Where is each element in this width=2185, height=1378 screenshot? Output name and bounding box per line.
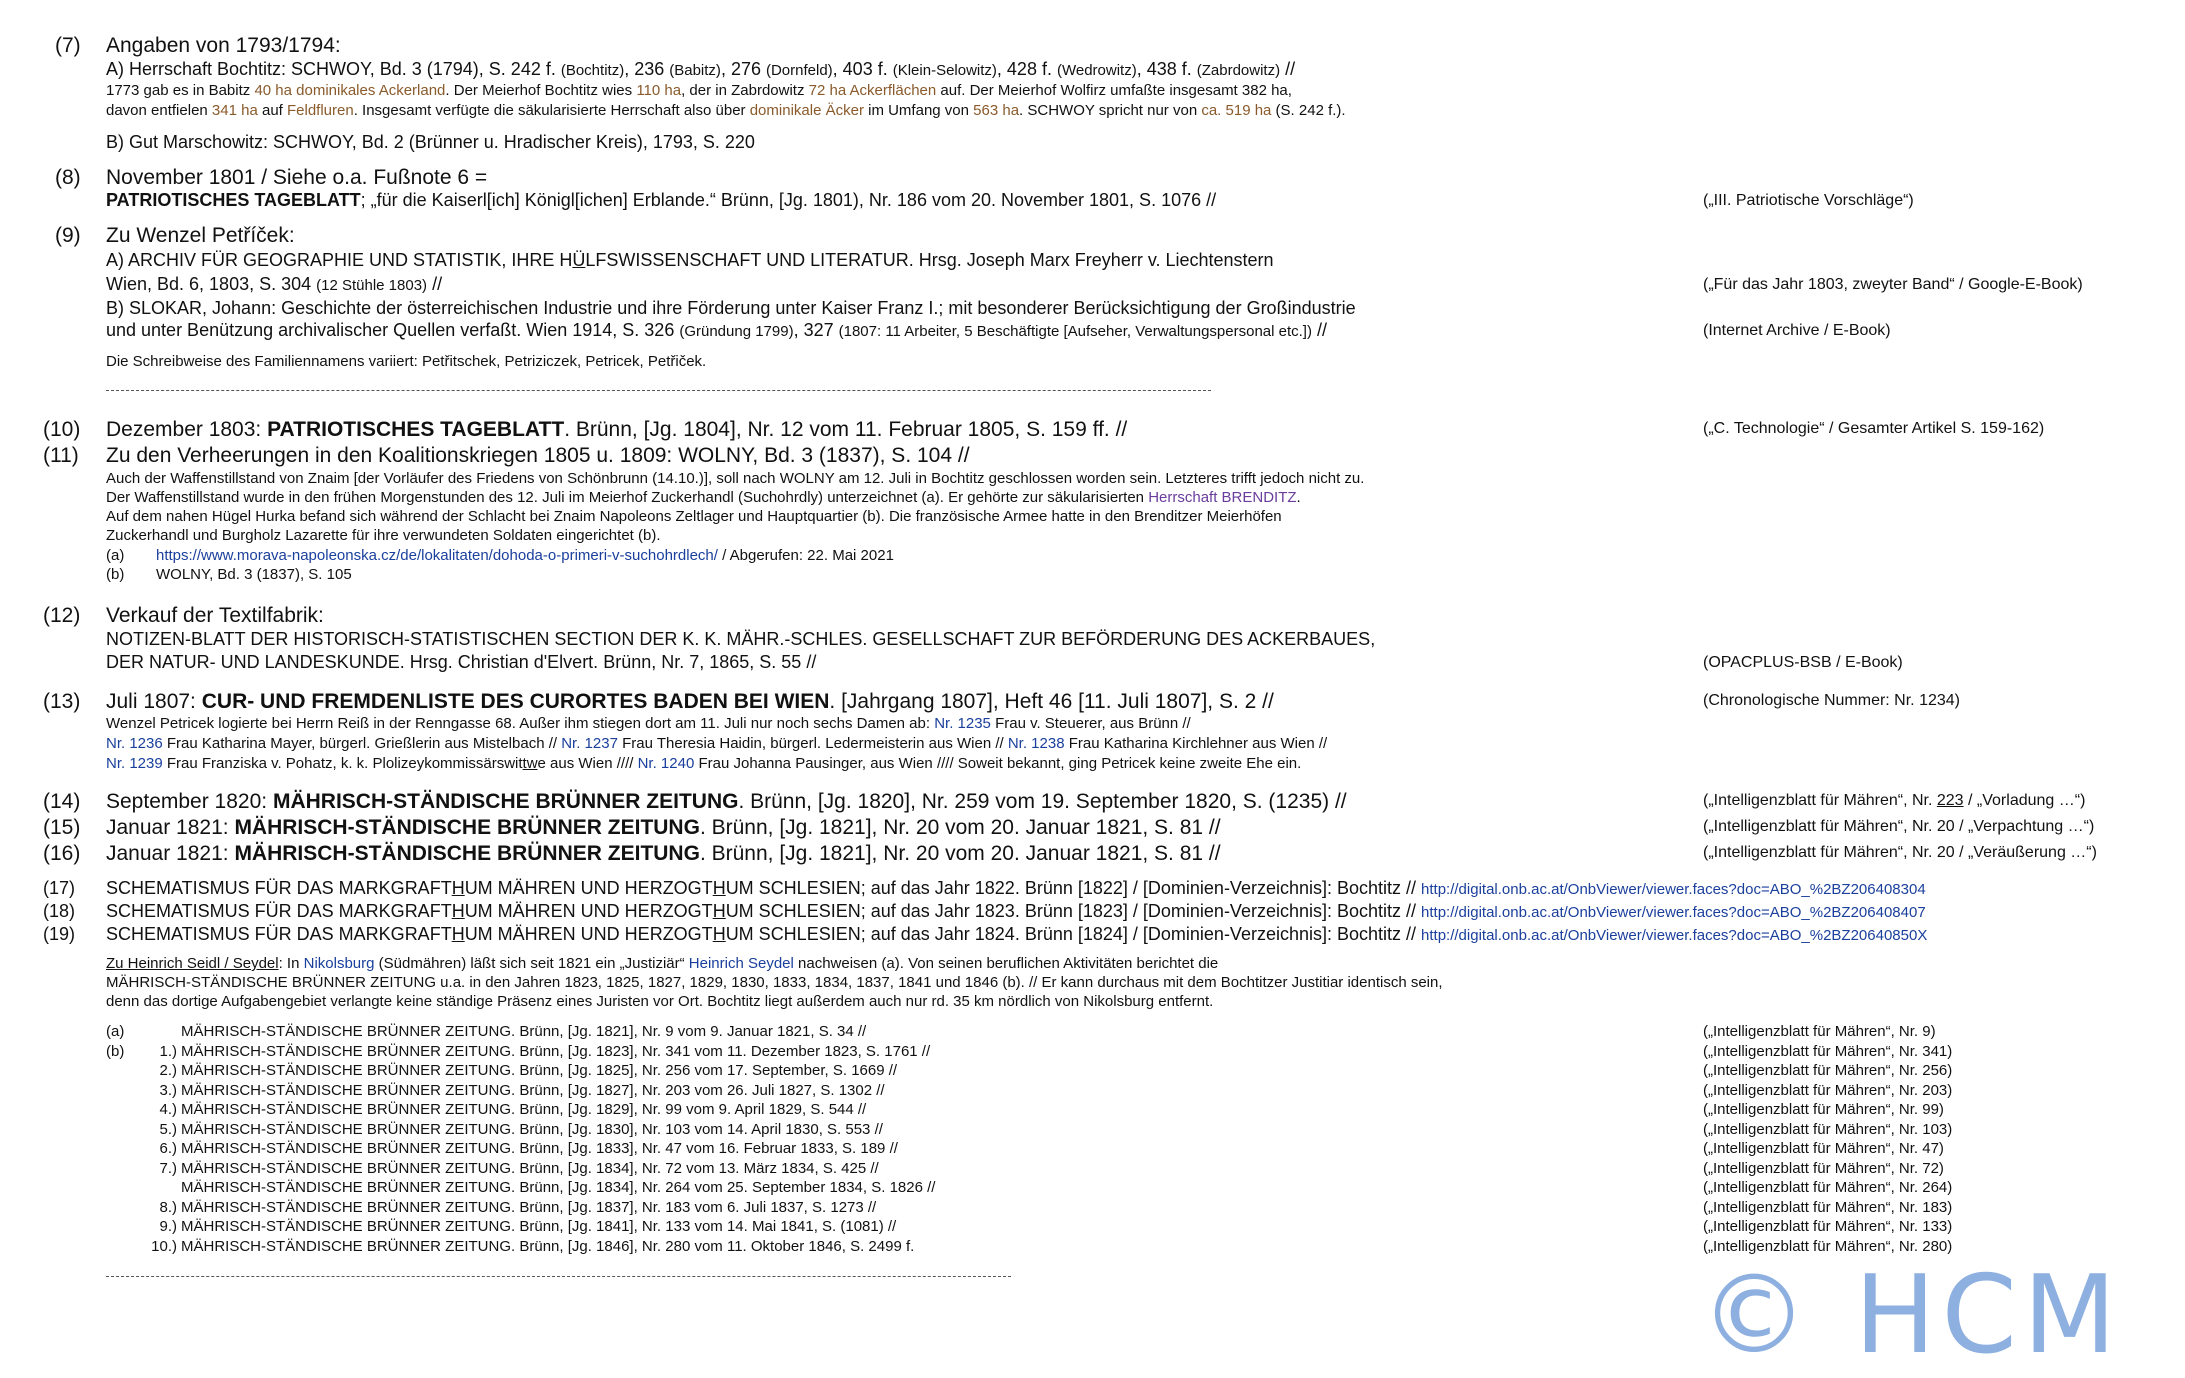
- ref-line: MÄHRISCH-STÄNDISCHE BRÜNNER ZEITUNG. Brünn, [Jg. 1825], Nr. 256 vom 17. September, S. 1669 //: [181, 1062, 898, 1079]
- source-annotation: („Intelligenzblatt für Mähren“, Nr. 256): [1703, 1062, 1953, 1079]
- heinrich-seydel-link[interactable]: Heinrich Seydel: [688, 955, 794, 972]
- source-annotation: („Intelligenzblatt für Mähren“, Nr. 183): [1703, 1199, 1953, 1216]
- ref-label: (a): [106, 1023, 125, 1040]
- ref-index: 1.): [159, 1043, 177, 1060]
- footnote-heading: Zu Wenzel Petříček:: [106, 224, 295, 247]
- ref-index: 10.): [151, 1238, 177, 1255]
- source-annotation: („Für das Jahr 1803, zweyter Band“ / Google-E-Book): [1703, 276, 2083, 293]
- note-line: Der Waffenstillstand wurde in den frühen Morgenstunden des 12. Juli im Meierhof Zuckerhandl (Suchohrdly) unterzeichnet (a). Er gehörte zur säkularisierten Herrschaft BRENDITZ.: [106, 489, 1301, 506]
- source-annotation: („Intelligenzblatt für Mähren“, Nr. 280): [1703, 1238, 1953, 1255]
- ref-line: MÄHRISCH-STÄNDISCHE BRÜNNER ZEITUNG. Brünn, [Jg. 1830], Nr. 103 vom 14. April 1830, S. 553 //: [181, 1121, 883, 1138]
- ref-index: 6.): [159, 1140, 177, 1157]
- ref-line: WOLNY, Bd. 3 (1837), S. 105: [156, 566, 352, 583]
- note-line: Nr. 1239 Frau Franziska v. Pohatz, k. k. Plolizeykommissärswittwe aus Wien //// Nr. 1240 Frau Johanna Pausinger, aus Wien //// Soweit bekannt, ging Petricek keine zweite Ehe ein.: [106, 755, 1302, 772]
- footnote-number: (13): [43, 690, 81, 713]
- source-annotation: („Intelligenzblatt für Mähren“, Nr. 133): [1703, 1218, 1953, 1235]
- footnote-number: (7): [55, 34, 81, 57]
- source-line: B) Gut Marschowitz: SCHWOY, Bd. 2 (Brünner u. Hradischer Kreis), 1793, S. 220: [106, 132, 755, 152]
- note-line: denn das dortige Aufgabengebiet verlangte keine ständige Präsenz eines Juristen vor Ort. Bochtitz liegt außerdem auch nur rd. 35 km nördlich von Nikolsburg entfernt.: [106, 993, 1214, 1010]
- source-line: SCHEMATISMUS FÜR DAS MARKGRAFTHUM MÄHREN UND HERZOGTHUM SCHLESIEN; auf das Jahr 1823. Brünn [1823] / [Dominien-Verzeichnis]: Bochtitz // http://digital.onb.ac.at/OnbViewer/viewer.faces?doc=ABO_%2BZ206408407: [106, 901, 1926, 921]
- source-line: B) SLOKAR, Johann: Geschichte der österreichischen Industrie und ihre Förderung unter Kaiser Franz I.; mit besonderer Berücksichtigung der Großindustrie: [106, 298, 1356, 318]
- ref-line: MÄHRISCH-STÄNDISCHE BRÜNNER ZEITUNG. Brünn, [Jg. 1823], Nr. 341 vom 11. Dezember 1823, S. 1761 //: [181, 1043, 931, 1060]
- source-annotation: („Intelligenzblatt für Mähren“, Nr. 9): [1703, 1023, 1936, 1040]
- footnote-heading: September 1820: MÄHRISCH-STÄNDISCHE BRÜNNER ZEITUNG. Brünn, [Jg. 1820], Nr. 259 vom 19. September 1820, S. (1235) //: [106, 790, 1347, 813]
- source-line: und unter Benützung archivalischer Quellen verfaßt. Wien 1914, S. 326 (Gründung 1799), 327 (1807: 11 Arbeiter, 5 Beschäftigte [Aufseher, Verwaltungspersonal etc.]) //: [106, 320, 1327, 340]
- source-line: SCHEMATISMUS FÜR DAS MARKGRAFTHUM MÄHREN UND HERZOGTHUM SCHLESIEN; auf das Jahr 1824. Brünn [1824] / [Dominien-Verzeichnis]: Bochtitz // http://digital.onb.ac.at/OnbViewer/viewer.faces?doc=ABO_%2BZ20640850X: [106, 924, 1928, 944]
- footnote-number: (9): [55, 224, 81, 247]
- source-annotation: („Intelligenzblatt für Mähren“, Nr. 264): [1703, 1179, 1953, 1196]
- source-annotation: („C. Technologie“ / Gesamter Artikel S. 159-162): [1703, 420, 2045, 437]
- ref-line: MÄHRISCH-STÄNDISCHE BRÜNNER ZEITUNG. Brünn, [Jg. 1846], Nr. 280 vom 11. Oktober 1846, S. 2499 f.: [181, 1238, 915, 1255]
- ref-line: MÄHRISCH-STÄNDISCHE BRÜNNER ZEITUNG. Brünn, [Jg. 1837], Nr. 183 vom 6. Juli 1837, S. 1273 //: [181, 1199, 877, 1216]
- note-line: MÄHRISCH-STÄNDISCHE BRÜNNER ZEITUNG u.a. in den Jahren 1823, 1825, 1827, 1829, 1830, 1833, 1834, 1837, 1841 und 1846 (b). // Er kann durchaus mit dem Bochtitzer Justitiar identisch sein,: [106, 974, 1443, 991]
- footnote-number: (15): [43, 816, 81, 839]
- footnote-number: (11): [43, 444, 79, 467]
- note-line: 1773 gab es in Babitz 40 ha dominikales Ackerland. Der Meierhof Bochtitz wies 110 ha, der in Zabrdowitz 72 ha Ackerflächen auf. Der Meierhof Wolfirz umfaßte insgesamt 382 ha,: [106, 82, 1292, 99]
- ref-index: 8.): [159, 1199, 177, 1216]
- note-line: Zuckerhandl und Burgholz Lazarette für ihre verwundeten Soldaten eingerichtet (b).: [106, 527, 661, 544]
- footnote-heading: Verkauf der Textilfabrik:: [106, 604, 324, 627]
- source-annotation: („Intelligenzblatt für Mähren“, Nr. 203): [1703, 1082, 1953, 1099]
- source-annotation: („Intelligenzblatt für Mähren“, Nr. 99): [1703, 1101, 1944, 1118]
- ref-line: MÄHRISCH-STÄNDISCHE BRÜNNER ZEITUNG. Brünn, [Jg. 1833], Nr. 47 vom 16. Februar 1833, S. 189 //: [181, 1140, 898, 1157]
- onb-viewer-link[interactable]: http://digital.onb.ac.at/OnbViewer/viewer.faces?doc=ABO_%2BZ20640850X: [1421, 927, 1928, 944]
- note-line: Auf dem nahen Hügel Hurka befand sich während der Schlacht bei Znaim Napoleons Zeltlager und Hauptquartier (b). Die französische Armee hatte in den Brenditzer Meierhöfen: [106, 508, 1282, 525]
- source-annotation: (Internet Archive / E-Book): [1703, 322, 1891, 339]
- source-annotation: („III. Patriotische Vorschläge“): [1703, 192, 1914, 209]
- footnote-number: (18): [43, 901, 76, 921]
- ref-index: 7.): [159, 1160, 177, 1177]
- ref-line: https://www.morava-napoleonska.cz/de/lokalitaten/dohoda-o-primeri-v-suchohrdlech/ / Abgerufen: 22. Mai 2021: [156, 547, 894, 564]
- footnote-number: (19): [43, 924, 76, 944]
- note-line: Auch der Waffenstillstand von Znaim [der Vorläufer des Friedens von Schönbrunn (14.10.)], soll nach WOLNY am 12. Juli in Bochtitz geschlossen worden sein. Letzteres trifft jedoch nicht zu.: [106, 470, 1365, 487]
- source-annotation: („Intelligenzblatt für Mähren“, Nr. 341): [1703, 1043, 1953, 1060]
- ref-index: 5.): [159, 1121, 177, 1138]
- footnote-number: (14): [43, 790, 81, 813]
- footnote-heading: Januar 1821: MÄHRISCH-STÄNDISCHE BRÜNNER ZEITUNG. Brünn, [Jg. 1821], Nr. 20 vom 20. Januar 1821, S. 81 //: [106, 816, 1221, 839]
- ref-index: 3.): [159, 1082, 177, 1099]
- note-line: Nr. 1236 Frau Katharina Mayer, bürgerl. Grießlerin aus Mistelbach // Nr. 1237 Frau Theresia Haidin, bürgerl. Ledermeisterin aus Wien // Nr. 1238 Frau Katharina Kirchlehner aus Wien //: [106, 735, 1328, 752]
- footnote-heading: Angaben von 1793/1794:: [106, 34, 341, 57]
- ref-line: MÄHRISCH-STÄNDISCHE BRÜNNER ZEITUNG. Brünn, [Jg. 1841], Nr. 133 vom 14. Mai 1841, S. (1081) //: [181, 1218, 897, 1235]
- source-line: NOTIZEN-BLATT DER HISTORISCH-STATISTISCHEN SECTION DER K. K. MÄHR.-SCHLES. GESELLSCHAFT ZUR BEFÖRDERUNG DES ACKERBAUES,: [106, 629, 1376, 649]
- note-line: Wenzel Petricek logierte bei Herrn Reiß in der Renngasse 68. Außer ihm stiegen dort am 11. Juli nur noch sechs Damen ab: Nr. 1235 Frau v. Steuerer, aus Brünn //: [106, 715, 1191, 732]
- footnote-heading: Januar 1821: MÄHRISCH-STÄNDISCHE BRÜNNER ZEITUNG. Brünn, [Jg. 1821], Nr. 20 vom 20. Januar 1821, S. 81 //: [106, 842, 1221, 865]
- source-annotation: (OPACPLUS-BSB / E-Book): [1703, 654, 1903, 671]
- ref-line: MÄHRISCH-STÄNDISCHE BRÜNNER ZEITUNG. Brünn, [Jg. 1834], Nr. 72 vom 13. März 1834, S. 425 //: [181, 1160, 879, 1177]
- source-annotation: („Intelligenzblatt für Mähren“, Nr. 223 / „Vorladung …“): [1703, 792, 2086, 809]
- footnote-number: (10): [43, 418, 81, 441]
- ref-line: MÄHRISCH-STÄNDISCHE BRÜNNER ZEITUNG. Brünn, [Jg. 1827], Nr. 203 vom 26. Juli 1827, S. 1302 //: [181, 1082, 885, 1099]
- note-line: Zu Heinrich Seidl / Seydel: In Nikolsburg (Südmähren) läßt sich seit 1821 ein „Justiziär“ Heinrich Seydel nachweisen (a). Von seinen beruflichen Aktivitäten berichtet die: [106, 955, 1219, 972]
- source-line: PATRIOTISCHES TAGEBLATT; „für die Kaiserl[ich] Königl[ichen] Erblande.“ Brünn, [Jg. 1801), Nr. 186 vom 20. November 1801, S. 1076 //: [106, 190, 1217, 210]
- ref-index: 2.): [159, 1062, 177, 1079]
- footnote-number: (17): [43, 878, 76, 898]
- napoleon-web-link[interactable]: https://www.morava-napoleonska.cz/de/lokalitaten/dohoda-o-primeri-v-suchohrdlech/: [156, 547, 718, 564]
- source-annotation: („Intelligenzblatt für Mähren“, Nr. 103): [1703, 1121, 1953, 1138]
- source-annotation: („Intelligenzblatt für Mähren“, Nr. 20 / „Veräußerung …“): [1703, 844, 2097, 861]
- note-line: davon entfielen 341 ha auf Feldfluren. Insgesamt verfügte die säkularisierte Herrschaft also über dominikale Äcker im Umfang von 563 ha. SCHWOY spricht nur von ca. 519 ha (S. 242 f.).: [106, 102, 1346, 119]
- source-annotation: („Intelligenzblatt für Mähren“, Nr. 47): [1703, 1140, 1944, 1157]
- source-line: Wien, Bd. 6, 1803, S. 304 (12 Stühle 1803) //: [106, 274, 443, 294]
- nikolsburg-link[interactable]: Nikolsburg: [303, 955, 375, 972]
- ref-line: MÄHRISCH-STÄNDISCHE BRÜNNER ZEITUNG. Brünn, [Jg. 1829], Nr. 99 vom 9. April 1829, S. 544 //: [181, 1101, 867, 1118]
- note-line: Die Schreibweise des Familiennamens variiert: Petřitschek, Petriziczek, Petricek, Petřiček.: [106, 353, 707, 370]
- separator: [106, 1276, 1011, 1277]
- ref-index: 4.): [159, 1101, 177, 1118]
- source-annotation: („Intelligenzblatt für Mähren“, Nr. 20 / „Verpachtung …“): [1703, 818, 2095, 835]
- source-annotation: („Intelligenzblatt für Mähren“, Nr. 72): [1703, 1160, 1944, 1177]
- ref-line: MÄHRISCH-STÄNDISCHE BRÜNNER ZEITUNG. Brünn, [Jg. 1821], Nr. 9 vom 9. Januar 1821, S. 34 //: [181, 1023, 867, 1040]
- herrschaft-brenditz-link[interactable]: Herrschaft BRENDITZ: [1148, 489, 1297, 506]
- separator: [106, 390, 1211, 391]
- ref-label: (b): [106, 566, 125, 583]
- footnote-number: (16): [43, 842, 81, 865]
- ref-label: (b): [106, 1043, 125, 1060]
- source-line: DER NATUR- UND LANDESKUNDE. Hrsg. Christian d'Elvert. Brünn, Nr. 7, 1865, S. 55 //: [106, 652, 817, 672]
- footnote-number: (8): [55, 166, 81, 189]
- source-annotation: (Chronologische Nummer: Nr. 1234): [1703, 692, 1960, 709]
- source-line: SCHEMATISMUS FÜR DAS MARKGRAFTHUM MÄHREN UND HERZOGTHUM SCHLESIEN; auf das Jahr 1822. Brünn [1822] / [Dominien-Verzeichnis]: Bochtitz // http://digital.onb.ac.at/OnbViewer/viewer.faces?doc=ABO_%2BZ206408304: [106, 878, 1926, 898]
- footnote-heading: November 1801 / Siehe o.a. Fußnote 6 =: [106, 166, 488, 189]
- onb-viewer-link[interactable]: http://digital.onb.ac.at/OnbViewer/viewer.faces?doc=ABO_%2BZ206408304: [1421, 881, 1926, 898]
- footnote-heading: Juli 1807: CUR- UND FREMDENLISTE DES CURORTES BADEN BEI WIEN. [Jahrgang 1807], Heft 46 [11. Juli 1807], S. 2 //: [106, 690, 1274, 713]
- ref-index: 9.): [159, 1218, 177, 1235]
- footnote-number: (12): [43, 604, 81, 627]
- footnote-heading: Dezember 1803: PATRIOTISCHES TAGEBLATT. Brünn, [Jg. 1804], Nr. 12 vom 11. Februar 1805, S. 159 ff. //: [106, 418, 1128, 441]
- onb-viewer-link[interactable]: http://digital.onb.ac.at/OnbViewer/viewer.faces?doc=ABO_%2BZ206408407: [1421, 904, 1926, 921]
- source-line: A) Herrschaft Bochtitz: SCHWOY, Bd. 3 (1794), S. 242 f. (Bochtitz), 236 (Babitz), 276 (Dornfeld), 403 f. (Klein-Selowitz), 428 f. (Wedrowitz), 438 f. (Zabrdowitz) //: [106, 59, 1296, 79]
- copyright-watermark: © HCM: [1700, 1253, 2123, 1378]
- footnote-heading: Zu den Verheerungen in den Koalitionskriegen 1805 u. 1809: WOLNY, Bd. 3 (1837), S. 104 //: [106, 444, 970, 467]
- source-line: A) ARCHIV FÜR GEOGRAPHIE UND STATISTIK, IHRE HÜLFSWISSENSCHAFT UND LITERATUR. Hrsg. Joseph Marx Freyherr v. Liechtenstern: [106, 250, 1274, 270]
- ref-line: MÄHRISCH-STÄNDISCHE BRÜNNER ZEITUNG. Brünn, [Jg. 1834], Nr. 264 vom 25. September 1834, S. 1826 //: [181, 1179, 936, 1196]
- ref-label: (a): [106, 547, 125, 564]
